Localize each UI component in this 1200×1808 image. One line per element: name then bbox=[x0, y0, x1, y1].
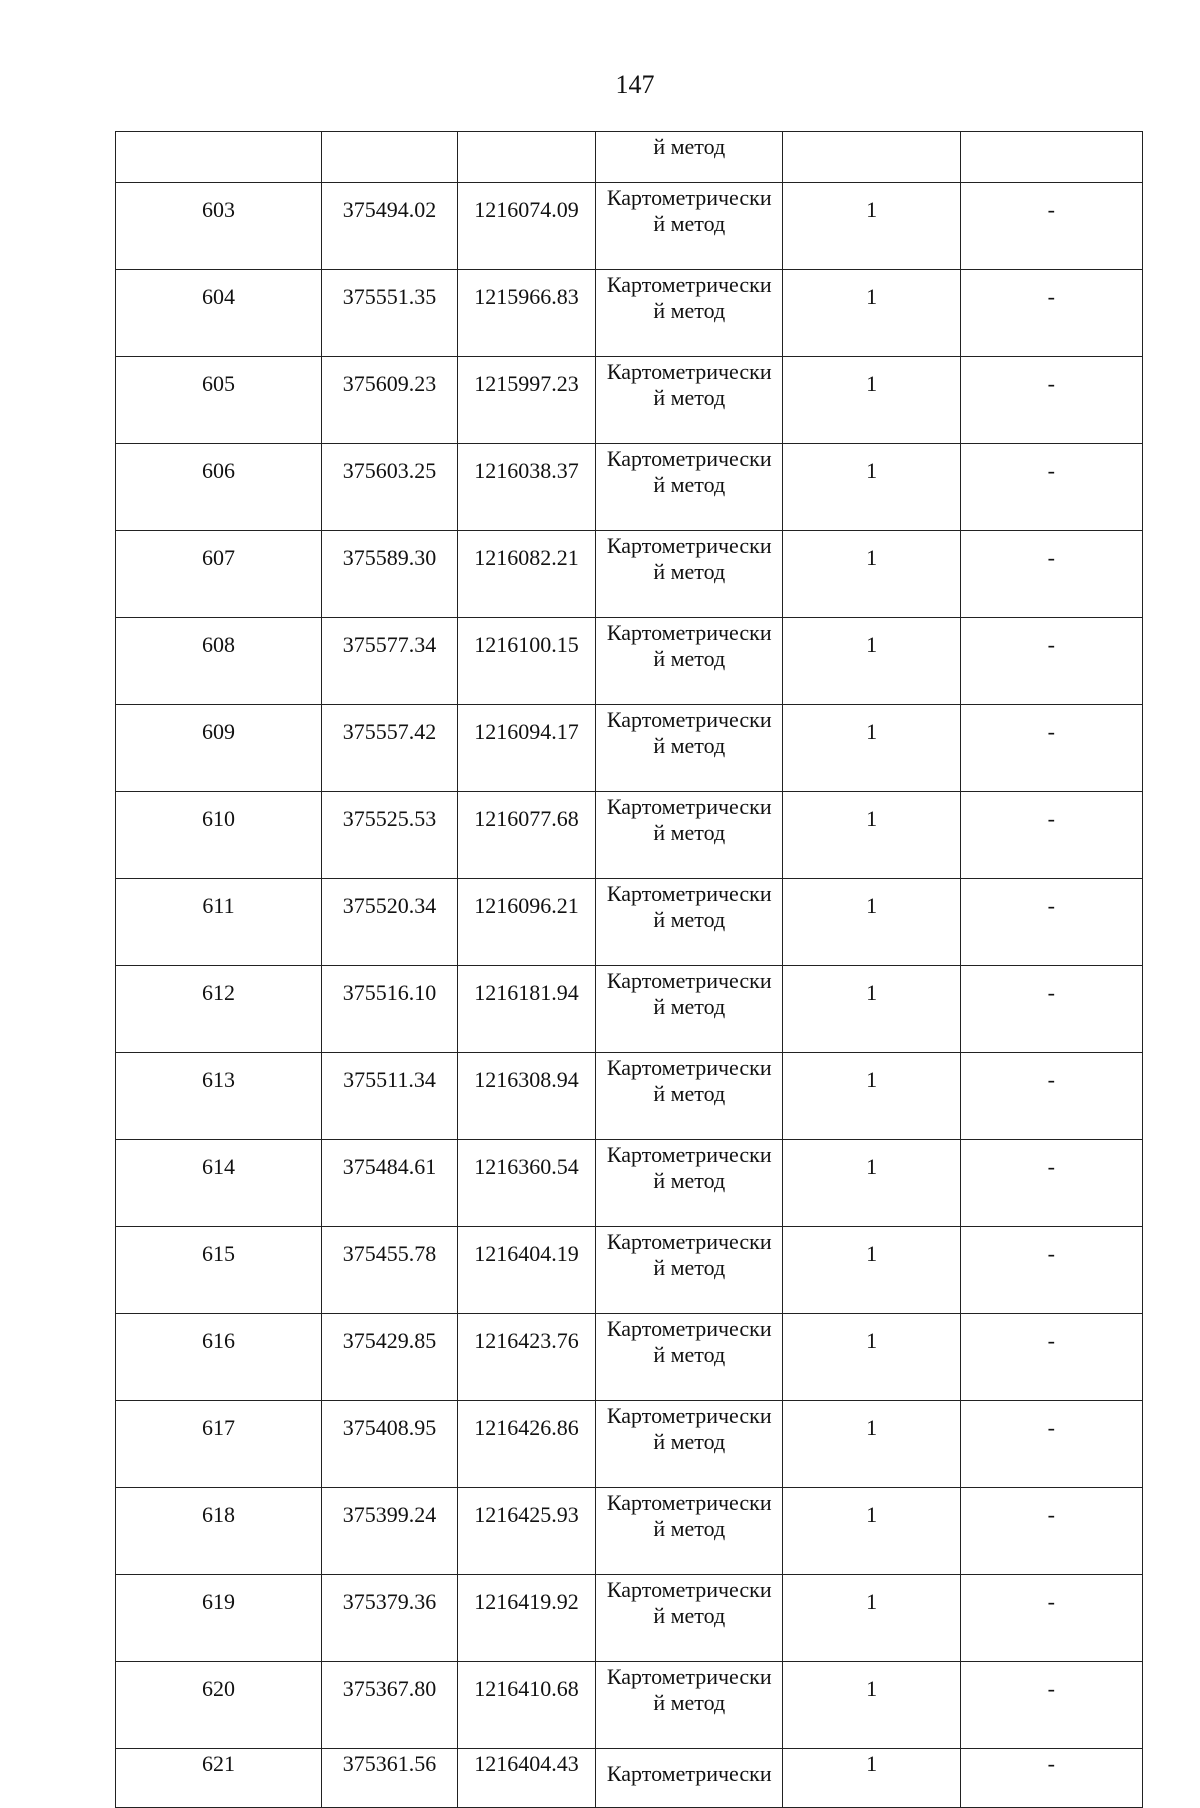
table-row-continuation bbox=[116, 132, 1143, 183]
method-line-1: Картометрически bbox=[606, 1055, 772, 1080]
table-row bbox=[116, 792, 1143, 879]
cell-x: 375577.34 bbox=[322, 618, 458, 705]
cell-method bbox=[596, 1575, 783, 1662]
cell-point-number: 612 bbox=[116, 966, 322, 1053]
cell-point-number bbox=[116, 132, 322, 183]
cell-y: 1216360.54 bbox=[457, 1140, 595, 1227]
table-row bbox=[116, 1227, 1143, 1314]
cell-note: - bbox=[960, 879, 1142, 966]
method-line-2: й метод bbox=[653, 1342, 726, 1367]
cell-point-number: 611 bbox=[116, 879, 322, 966]
method-line-1: Картометрически bbox=[606, 1142, 772, 1167]
cell-accuracy: 1 bbox=[783, 183, 960, 270]
coordinates-table-body bbox=[116, 132, 1143, 1808]
cell-accuracy: 1 bbox=[783, 1488, 960, 1575]
cell-note: - bbox=[960, 1053, 1142, 1140]
table-row bbox=[116, 1575, 1143, 1662]
table-row bbox=[116, 1314, 1143, 1401]
cell-y: 1216425.93 bbox=[457, 1488, 595, 1575]
cell-x: 375516.10 bbox=[322, 966, 458, 1053]
method-line-1: Картометрически bbox=[606, 1229, 772, 1254]
method-line-1: Картометрически bbox=[606, 620, 772, 645]
cell-y: 1216074.09 bbox=[457, 183, 595, 270]
cell-x: 375609.23 bbox=[322, 357, 458, 444]
cell-method bbox=[596, 879, 783, 966]
cell-x: 375520.34 bbox=[322, 879, 458, 966]
cell-point-number: 609 bbox=[116, 705, 322, 792]
cell-accuracy: 1 bbox=[783, 444, 960, 531]
cell-accuracy: 1 bbox=[783, 1314, 960, 1401]
cell-point-number: 610 bbox=[116, 792, 322, 879]
method-line-2: й метод bbox=[653, 733, 726, 758]
table-row bbox=[116, 444, 1143, 531]
cell-accuracy: 1 bbox=[783, 1575, 960, 1662]
cell-method bbox=[596, 618, 783, 705]
cell-point-number: 617 bbox=[116, 1401, 322, 1488]
cell-method bbox=[596, 1227, 783, 1314]
cell-point-number: 616 bbox=[116, 1314, 322, 1401]
cell-accuracy: 1 bbox=[783, 1053, 960, 1140]
cell-note: - bbox=[960, 1227, 1142, 1314]
cell-method bbox=[596, 357, 783, 444]
table-row bbox=[116, 618, 1143, 705]
table-row bbox=[116, 1488, 1143, 1575]
method-line-2: й метод bbox=[653, 994, 726, 1019]
cell-accuracy: 1 bbox=[783, 618, 960, 705]
cell-note: - bbox=[960, 705, 1142, 792]
cell-method bbox=[596, 183, 783, 270]
cell-point-number: 619 bbox=[116, 1575, 322, 1662]
method-line-1: Картометрически bbox=[606, 1577, 772, 1602]
cell-y: 1216410.68 bbox=[457, 1662, 595, 1749]
cell-x: 375367.80 bbox=[322, 1662, 458, 1749]
coordinates-table bbox=[115, 131, 1143, 1808]
cell-y: 1216094.17 bbox=[457, 705, 595, 792]
cell-x: 375455.78 bbox=[322, 1227, 458, 1314]
cell-point-number: 614 bbox=[116, 1140, 322, 1227]
cell-point-number: 618 bbox=[116, 1488, 322, 1575]
cell-x: 375589.30 bbox=[322, 531, 458, 618]
cell-y: 1216419.92 bbox=[457, 1575, 595, 1662]
cell-y: 1216426.86 bbox=[457, 1401, 595, 1488]
table-row bbox=[116, 1662, 1143, 1749]
cell-y: 1215997.23 bbox=[457, 357, 595, 444]
method-line-1: Картометрически bbox=[606, 1490, 772, 1515]
cell-point-number: 606 bbox=[116, 444, 322, 531]
cell-method bbox=[596, 444, 783, 531]
cell-note: - bbox=[960, 1140, 1142, 1227]
method-line-2: й метод bbox=[653, 1690, 726, 1715]
cell-note: - bbox=[960, 444, 1142, 531]
cell-y: 1216308.94 bbox=[457, 1053, 595, 1140]
cell-method bbox=[596, 1140, 783, 1227]
cell-accuracy: 1 bbox=[783, 792, 960, 879]
table-row bbox=[116, 1401, 1143, 1488]
method-line-2: й метод bbox=[653, 646, 726, 671]
cell-note: - bbox=[960, 1662, 1142, 1749]
table-row bbox=[116, 1053, 1143, 1140]
cell-x: 375361.56 bbox=[322, 1749, 458, 1808]
cell-method bbox=[596, 792, 783, 879]
cell-x: 375429.85 bbox=[322, 1314, 458, 1401]
cell-accuracy bbox=[783, 132, 960, 183]
cell-y: 1215966.83 bbox=[457, 270, 595, 357]
cell-y bbox=[457, 132, 595, 183]
cell-x: 375399.24 bbox=[322, 1488, 458, 1575]
cell-point-number: 603 bbox=[116, 183, 322, 270]
cell-accuracy: 1 bbox=[783, 879, 960, 966]
method-line-1: Картометрически bbox=[606, 1403, 772, 1428]
cell-point-number: 620 bbox=[116, 1662, 322, 1749]
method-line-2: й метод bbox=[653, 211, 726, 236]
method-line-2: й метод bbox=[653, 385, 726, 410]
cell-point-number: 621 bbox=[116, 1749, 322, 1808]
cell-method bbox=[596, 705, 783, 792]
cell-note: - bbox=[960, 1314, 1142, 1401]
cell-note: - bbox=[960, 270, 1142, 357]
cell-accuracy: 1 bbox=[783, 357, 960, 444]
method-line-2: й метод bbox=[653, 1429, 726, 1454]
cell-point-number: 605 bbox=[116, 357, 322, 444]
method-line-2: й метод bbox=[653, 1168, 726, 1193]
table-row bbox=[116, 966, 1143, 1053]
table-row bbox=[116, 183, 1143, 270]
cell-accuracy: 1 bbox=[783, 1401, 960, 1488]
cell-accuracy: 1 bbox=[783, 531, 960, 618]
cell-method bbox=[596, 1488, 783, 1575]
method-line-1: Картометрически bbox=[606, 446, 772, 471]
cell-x: 375494.02 bbox=[322, 183, 458, 270]
cell-accuracy: 1 bbox=[783, 705, 960, 792]
cell-method bbox=[596, 1053, 783, 1140]
cell-note: - bbox=[960, 1488, 1142, 1575]
method-line-1: Картометрически bbox=[606, 707, 772, 732]
method-line-2: й метод bbox=[653, 1516, 726, 1541]
cell-method bbox=[596, 1401, 783, 1488]
method-line-2: й метод bbox=[653, 820, 726, 845]
cell-y: 1216082.21 bbox=[457, 531, 595, 618]
table-row-last bbox=[116, 1749, 1143, 1808]
cell-point-number: 604 bbox=[116, 270, 322, 357]
method-line-1: Картометрически bbox=[606, 359, 772, 384]
cell-point-number: 608 bbox=[116, 618, 322, 705]
method-line-1: Картометрически bbox=[606, 185, 772, 210]
method-line-2: й метод bbox=[653, 1603, 726, 1628]
cell-note: - bbox=[960, 1575, 1142, 1662]
method-line-1: Картометрически bbox=[606, 881, 772, 906]
cell-y: 1216404.43 bbox=[457, 1749, 595, 1808]
method-line-1: Картометрически bbox=[606, 968, 772, 993]
cell-x bbox=[322, 132, 458, 183]
cell-method bbox=[596, 966, 783, 1053]
cell-point-number: 615 bbox=[116, 1227, 322, 1314]
cell-y: 1216181.94 bbox=[457, 966, 595, 1053]
cell-note: - bbox=[960, 966, 1142, 1053]
method-line-2: й метод bbox=[653, 298, 726, 323]
cell-note bbox=[960, 132, 1142, 183]
cell-x: 375379.36 bbox=[322, 1575, 458, 1662]
method-line-2: й метод bbox=[653, 907, 726, 932]
cell-y: 1216077.68 bbox=[457, 792, 595, 879]
cell-method: Картометрически bbox=[596, 1749, 783, 1808]
cell-accuracy: 1 bbox=[783, 1227, 960, 1314]
method-line-2: й метод bbox=[653, 559, 726, 584]
cell-accuracy: 1 bbox=[783, 1662, 960, 1749]
cell-note: - bbox=[960, 531, 1142, 618]
method-line-1: Картометрически bbox=[606, 1316, 772, 1341]
cell-accuracy: 1 bbox=[783, 1140, 960, 1227]
cell-note: - bbox=[960, 792, 1142, 879]
cell-note: - bbox=[960, 183, 1142, 270]
cell-y: 1216096.21 bbox=[457, 879, 595, 966]
cell-x: 375484.61 bbox=[322, 1140, 458, 1227]
cell-accuracy: 1 bbox=[783, 270, 960, 357]
method-line-1: Картометрически bbox=[606, 794, 772, 819]
method-line-2: й метод bbox=[653, 472, 726, 497]
cell-y: 1216423.76 bbox=[457, 1314, 595, 1401]
cell-x: 375603.25 bbox=[322, 444, 458, 531]
cell-point-number: 607 bbox=[116, 531, 322, 618]
cell-y: 1216100.15 bbox=[457, 618, 595, 705]
method-line-1: Картометрически bbox=[606, 272, 772, 297]
cell-method bbox=[596, 1662, 783, 1749]
cell-note: - bbox=[960, 1401, 1142, 1488]
table-row bbox=[116, 705, 1143, 792]
method-line-1: Картометрически bbox=[606, 1664, 772, 1689]
table-row bbox=[116, 1140, 1143, 1227]
cell-accuracy: 1 bbox=[783, 966, 960, 1053]
cell-method bbox=[596, 270, 783, 357]
cell-method bbox=[596, 531, 783, 618]
page-number: 147 bbox=[615, 70, 655, 99]
cell-x: 375511.34 bbox=[322, 1053, 458, 1140]
table-row bbox=[116, 357, 1143, 444]
method-line-1: Картометрически bbox=[606, 533, 772, 558]
cell-x: 375557.42 bbox=[322, 705, 458, 792]
cell-x: 375408.95 bbox=[322, 1401, 458, 1488]
cell-method bbox=[596, 1314, 783, 1401]
cell-y: 1216038.37 bbox=[457, 444, 595, 531]
cell-y: 1216404.19 bbox=[457, 1227, 595, 1314]
cell-method: й метод bbox=[596, 132, 783, 183]
table-row bbox=[116, 879, 1143, 966]
cell-note: - bbox=[960, 357, 1142, 444]
cell-x: 375551.35 bbox=[322, 270, 458, 357]
method-line-2: й метод bbox=[653, 1255, 726, 1280]
table-row bbox=[116, 270, 1143, 357]
cell-note: - bbox=[960, 618, 1142, 705]
table-row bbox=[116, 531, 1143, 618]
cell-x: 375525.53 bbox=[322, 792, 458, 879]
cell-point-number: 613 bbox=[116, 1053, 322, 1140]
cell-note: - bbox=[960, 1749, 1142, 1808]
method-line-2: й метод bbox=[653, 1081, 726, 1106]
cell-accuracy: 1 bbox=[783, 1749, 960, 1808]
